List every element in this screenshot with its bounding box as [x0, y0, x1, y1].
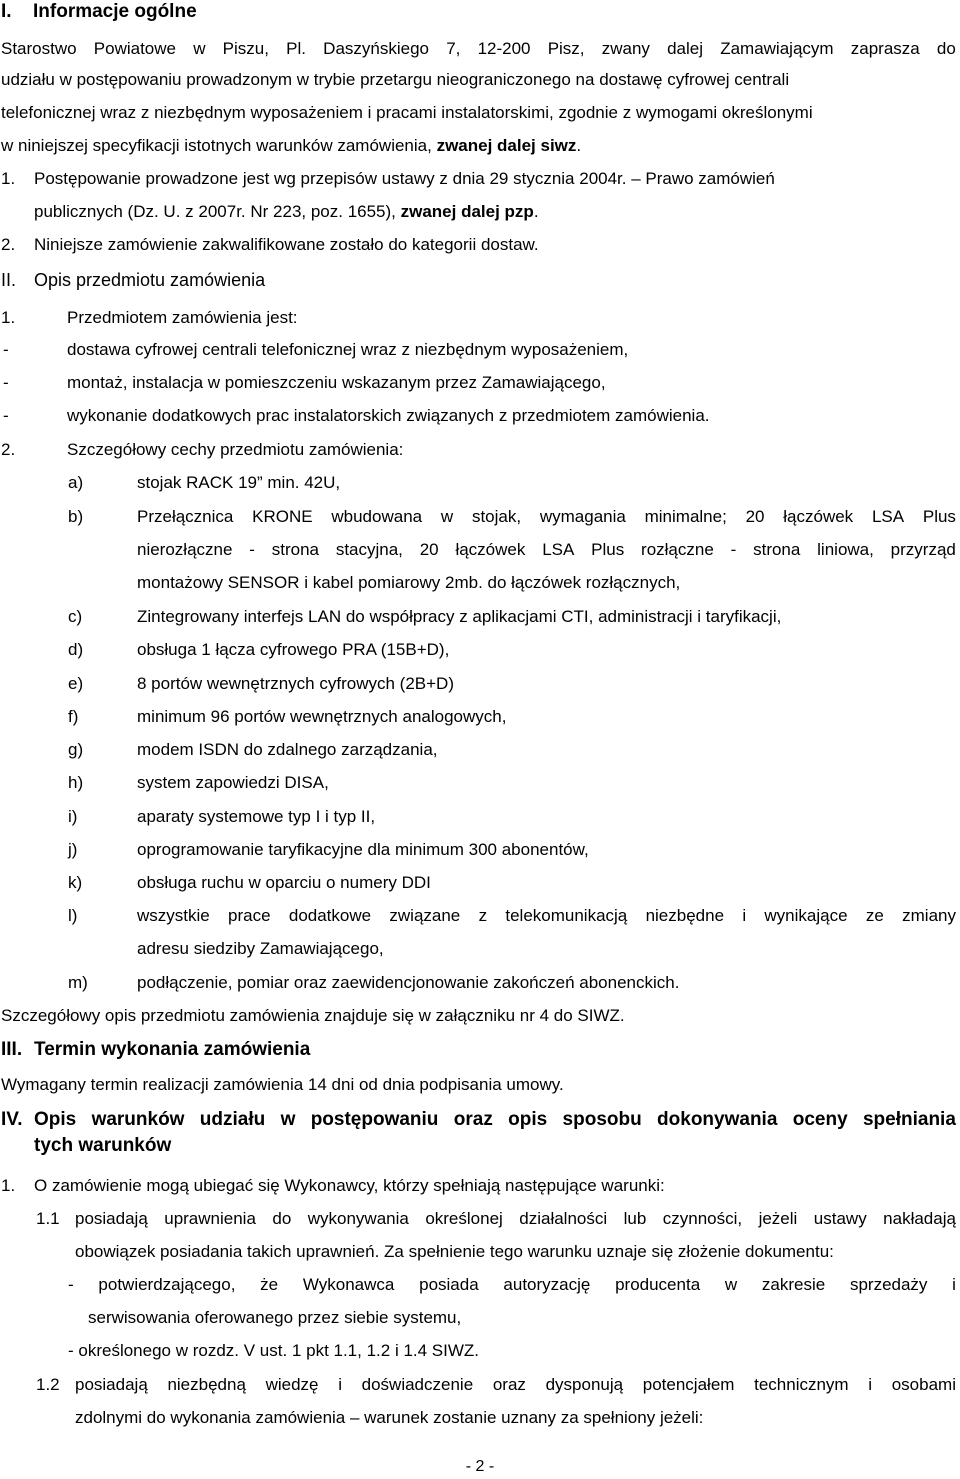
section-title-word: w: [280, 1109, 296, 1130]
item-label: j): [68, 840, 78, 859]
text-line-word: zakresie: [761, 1275, 826, 1294]
item-text: obsługa 1 łącza cyfrowego PRA (15B+D),: [137, 640, 450, 659]
section-title-word: Opis: [34, 1109, 77, 1130]
lettered-list-item: [0, 969, 960, 997]
text-line-word: Starostwo: [1, 39, 77, 58]
text-line-word: posiada: [419, 1275, 479, 1294]
item-number: 2.: [1, 440, 16, 459]
dash-bullet: -: [3, 406, 9, 425]
punctuation: .: [533, 202, 539, 221]
section-number: II.: [1, 270, 17, 290]
section-title-word: opis: [508, 1109, 548, 1130]
item-text: oprogramowanie taryfikacyjne dla minimum 300 abonentów,: [137, 840, 589, 859]
item-text-word: przyrząd: [890, 540, 956, 559]
item-text-word: 20: [745, 507, 765, 526]
paragraph-line: [75, 1371, 956, 1399]
item-text: aparaty systemowe typ I i typ II,: [137, 807, 376, 826]
text-line-word: nakładają: [883, 1209, 956, 1228]
item-text-word: prace: [228, 906, 271, 925]
paragraph-line: [1, 132, 581, 160]
text-line: telefonicznej wraz z niezbędnym wyposażeniem i pracami instalatorskimi, zgodnie z wymogami określonymi: [1, 103, 813, 122]
text-line-word: Daszyńskiego: [323, 39, 429, 58]
text-line-word: niezbędną: [167, 1375, 246, 1394]
text-line: Niniejsze zamówienie zakwalifikowane zostało do kategorii dostaw.: [34, 235, 539, 254]
item-text-word: -: [249, 540, 255, 559]
text-line-word: 7,: [446, 39, 461, 58]
section-heading-3: [0, 1036, 960, 1064]
dash-list-item: [0, 369, 960, 397]
defined-term: zwanej dalej pzp: [400, 202, 534, 221]
item-text-word: 20: [419, 540, 439, 559]
section-title-word: oceny: [792, 1109, 848, 1130]
text-line-word: i: [952, 1275, 956, 1294]
numbered-paragraph: [0, 304, 960, 332]
item-text-word: wymagania: [539, 507, 626, 526]
text-line-word: działalności: [519, 1209, 608, 1228]
item-text-word: z: [478, 906, 488, 925]
item-text-word: Plus: [591, 540, 625, 559]
paragraph-line: [1, 1071, 564, 1099]
text-line-word: Wykonawca: [302, 1275, 395, 1294]
lettered-list-item: [0, 703, 960, 731]
text-line-word: sprzedaży: [849, 1275, 928, 1294]
item-text-word: Plus: [922, 507, 956, 526]
section-number: III.: [1, 1039, 23, 1060]
item-number: 1.: [1, 308, 16, 327]
text-line-word: 12-200: [477, 39, 531, 58]
item-label: b): [68, 507, 84, 526]
section-title-word: postępowaniu: [310, 1109, 439, 1130]
dash-bullet: -: [3, 373, 9, 392]
section-title-line: [34, 1106, 956, 1134]
item-number: 1.1: [36, 1209, 60, 1228]
section-title: Opis przedmiotu zamówienia: [34, 270, 266, 290]
item-text-word: wszystkie: [137, 906, 210, 925]
item-text-word: zmiany: [902, 906, 956, 925]
text-line-word: -: [68, 1275, 74, 1294]
section-title: tych warunków: [34, 1135, 172, 1156]
paragraph-line: [75, 1404, 703, 1432]
item-label: c): [68, 607, 83, 626]
lettered-list-item: [0, 636, 960, 664]
text-line-word: do: [272, 1209, 292, 1228]
text-line: udziału w postępowaniu prowadzonym w trybie przetargu nieograniczonego na dostawę cyfrowej centrali: [1, 70, 790, 89]
text-line: Szczegółowy opis przedmiotu zamówienia znajduje się w załączniku nr 4 do SIWZ.: [1, 1006, 625, 1025]
page-number: - 2 -: [465, 1458, 495, 1475]
lettered-list-item: [0, 836, 960, 864]
item-text-word: LSA: [871, 507, 905, 526]
text-line: w niniejszej specyfikacji istotnych warunków zamówienia,: [1, 136, 437, 155]
item-text-word: rozłączne: [641, 540, 714, 559]
text-line: Szczegółowy cechy przedmiotu zamówienia:: [67, 440, 404, 459]
text-line-word: Piszu,: [222, 39, 269, 58]
paragraph-line: [75, 1205, 956, 1233]
item-text: obsługa ruchu w oparciu o numery DDI: [137, 873, 431, 892]
item-label: i): [68, 807, 78, 826]
item-text-word: związane: [389, 906, 461, 925]
item-text-word: stacyjna,: [335, 540, 403, 559]
text-line: Wymagany termin realizacji zamówienia 14 dni od dnia podpisania umowy.: [1, 1075, 564, 1094]
item-text-line: [137, 569, 680, 597]
dash-list-item: [0, 402, 960, 430]
text-line-word: ustawy: [813, 1209, 867, 1228]
item-text-word: łączówek: [455, 540, 526, 559]
item-label: d): [68, 640, 84, 659]
paragraph-line: [75, 1238, 834, 1266]
text-line-word: zaprasza: [850, 39, 920, 58]
punctuation: .: [576, 136, 582, 155]
item-text-word: w: [440, 507, 454, 526]
text-line-word: dalej: [667, 39, 704, 58]
item-text: montażowy SENSOR i kabel pomiarowy 2mb. do łączówek rozłącznych,: [137, 573, 681, 592]
text-line-word: autoryzację: [503, 1275, 591, 1294]
numbered-paragraph: [0, 231, 960, 259]
text-line-word: wykonywania: [307, 1209, 409, 1228]
item-text-word: wynikające: [764, 906, 848, 925]
dash-bullet: -: [3, 340, 9, 359]
paragraph-line: [1, 66, 789, 94]
item-text: modem ISDN do zdalnego zarządzania,: [137, 740, 438, 759]
text-line-word: do: [936, 39, 956, 58]
item-number: 1.: [1, 169, 16, 188]
text-line: O zamówienie mogą ubiegać się Wykonawcy, którzy spełniają następujące warunki:: [34, 1176, 665, 1195]
item-text: stojak RACK 19” min. 42U,: [137, 473, 341, 492]
paragraph-line: [88, 1304, 461, 1332]
section-title-word: spełniania: [862, 1109, 956, 1130]
item-label: l): [68, 906, 78, 925]
text-line: Postępowanie prowadzone jest wg przepisów ustawy z dnia 29 stycznia 2004r. – Prawo zamówień: [34, 169, 775, 188]
lettered-list-item: [0, 603, 960, 631]
text-line-word: w: [193, 39, 206, 58]
section-title-line: [34, 1132, 171, 1160]
item-number: 1.: [1, 1176, 16, 1195]
item-text-word: -: [730, 540, 737, 559]
item-text-word: nierozłączne: [137, 540, 233, 559]
paragraph-line: [1, 35, 956, 63]
section-title-word: udziału: [199, 1109, 266, 1130]
paragraph-line: [1, 1002, 625, 1030]
item-text: 8 portów wewnętrznych cyfrowych (2B+D): [137, 674, 454, 693]
item-text-word: ze: [865, 906, 884, 925]
lettered-list-item: [0, 869, 960, 897]
list-item-text: dostawa cyfrowej centrali telefonicznej wraz z niezbędnym wyposażeniem,: [67, 340, 629, 359]
paragraph-line: [68, 1337, 479, 1365]
item-label: h): [68, 773, 84, 792]
item-label: e): [68, 674, 84, 693]
text-line-word: dysponują: [545, 1375, 624, 1394]
item-text-word: liniowa,: [817, 540, 874, 559]
text-line-word: w: [724, 1275, 738, 1294]
text-line-word: posiadają: [75, 1209, 148, 1228]
paragraph-line: [68, 1271, 956, 1299]
paragraph-line: [1, 99, 813, 127]
item-label: a): [68, 473, 84, 492]
item-text-line: [137, 935, 384, 963]
item-text: adresu siedziby Zamawiającego,: [137, 939, 384, 958]
list-item-text: montaż, instalacja w pomieszczeniu wskazanym przez Zamawiającego,: [67, 373, 606, 392]
lettered-list-item: [0, 736, 960, 764]
section-title: Informacje ogólne: [33, 1, 197, 22]
item-label: k): [68, 873, 83, 892]
text-line-word: oraz: [492, 1375, 526, 1394]
item-text: system zapowiedzi DISA,: [137, 773, 329, 792]
text-line: publicznych (Dz. U. z 2007r. Nr 223, poz. 1655),: [34, 202, 401, 221]
defined-term: zwanej dalej siwz: [436, 136, 577, 155]
section-heading-2: [0, 266, 960, 294]
item-text-word: LSA: [542, 540, 575, 559]
item-text-word: KRONE: [252, 507, 313, 526]
item-text: minimum 96 portów wewnętrznych analogowych,: [137, 707, 507, 726]
item-label: g): [68, 740, 84, 759]
item-text-line: [137, 536, 956, 564]
section-number: IV.: [1, 1109, 23, 1130]
text-line-word: czynności,: [662, 1209, 743, 1228]
text-line-word: Pisz,: [547, 39, 585, 58]
text-line-word: potwierdzającego,: [98, 1275, 236, 1294]
lettered-list-item: [0, 469, 960, 497]
text-line-word: technicznym: [754, 1375, 849, 1394]
text-line-word: posiadają: [75, 1375, 148, 1394]
item-text-word: minimalne;: [644, 507, 727, 526]
item-text-line: [137, 503, 956, 531]
text-line-word: zwany: [601, 39, 650, 58]
item-text-word: stojak,: [471, 507, 522, 526]
text-line-word: producenta: [615, 1275, 701, 1294]
item-text-word: łączówek: [783, 507, 854, 526]
item-number: 2.: [1, 235, 16, 254]
text-line-word: i: [338, 1375, 342, 1394]
text-line-word: lub: [623, 1209, 647, 1228]
list-item-text: wykonanie dodatkowych prac instalatorskich związanych z przedmiotem zamówienia.: [67, 406, 710, 425]
section-title-word: warunków: [91, 1109, 185, 1130]
text-line: Przedmiotem zamówienia jest:: [67, 308, 298, 327]
item-text-word: i: [742, 906, 747, 925]
text-line-word: wiedzę: [265, 1375, 319, 1394]
lettered-list-item: [0, 803, 960, 831]
item-label: m): [68, 973, 88, 992]
section-title: Termin wykonania zamówienia: [34, 1039, 311, 1060]
lettered-list-item: [0, 769, 960, 797]
text-line: zdolnymi do wykonania zamówienia – warunek zostanie uznany za spełniony jeżeli:: [75, 1408, 704, 1427]
text-line-word: Pl.: [286, 39, 306, 58]
text-line-word: potencjałem: [642, 1375, 735, 1394]
item-text-word: strona: [271, 540, 319, 559]
item-text: Zintegrowany interfejs LAN do współpracy z aplikacjami CTI, administracji i taryfikacji,: [137, 607, 782, 626]
text-line-word: określonej: [425, 1209, 503, 1228]
text-line-word: jeżeli: [758, 1209, 798, 1228]
section-title-word: dokonywania: [657, 1109, 778, 1130]
item-text-word: dodatkowe: [288, 906, 372, 925]
numbered-paragraph: [0, 436, 960, 464]
item-text-word: Przełącznica: [137, 507, 234, 526]
item-number: 1.2: [36, 1375, 60, 1394]
text-line-word: Powiatowe: [93, 39, 176, 58]
item-text: podłączenie, pomiar oraz zaewidencjonowanie zakończeń abonenckich.: [137, 973, 680, 992]
section-title-word: sposobu: [562, 1109, 642, 1130]
section-title-word: oraz: [453, 1109, 493, 1130]
item-text-word: strona: [753, 540, 801, 559]
text-line: serwisowania oferowanego przez siebie systemu,: [88, 1308, 462, 1327]
text-line-word: że: [260, 1275, 279, 1294]
item-text-word: telekomunikacją: [505, 906, 628, 925]
text-line-word: uprawnienia: [164, 1209, 256, 1228]
item-label: f): [68, 707, 79, 726]
text-line: obowiązek posiadania takich uprawnień. Za spełnienie tego warunku uznaje się złożenie dokumentu:: [75, 1242, 834, 1261]
numbered-paragraph: [0, 1172, 960, 1200]
paragraph-line: [34, 198, 539, 226]
item-text-line: [137, 902, 956, 930]
dash-list-item: [0, 336, 960, 364]
text-line-word: Zamawiającym: [720, 39, 834, 58]
item-text-word: wbudowana: [331, 507, 423, 526]
text-line-word: i: [868, 1375, 873, 1394]
text-line-word: osobami: [891, 1375, 956, 1394]
numbered-paragraph: [0, 165, 960, 193]
lettered-list-item: [0, 670, 960, 698]
text-line: - określonego w rozdz. V ust. 1 pkt 1.1, 1.2 i 1.4 SIWZ.: [68, 1341, 480, 1360]
section-number: I.: [1, 1, 12, 22]
text-line-word: doświadczenie: [361, 1375, 474, 1394]
item-text-word: niezbędne: [645, 906, 725, 925]
